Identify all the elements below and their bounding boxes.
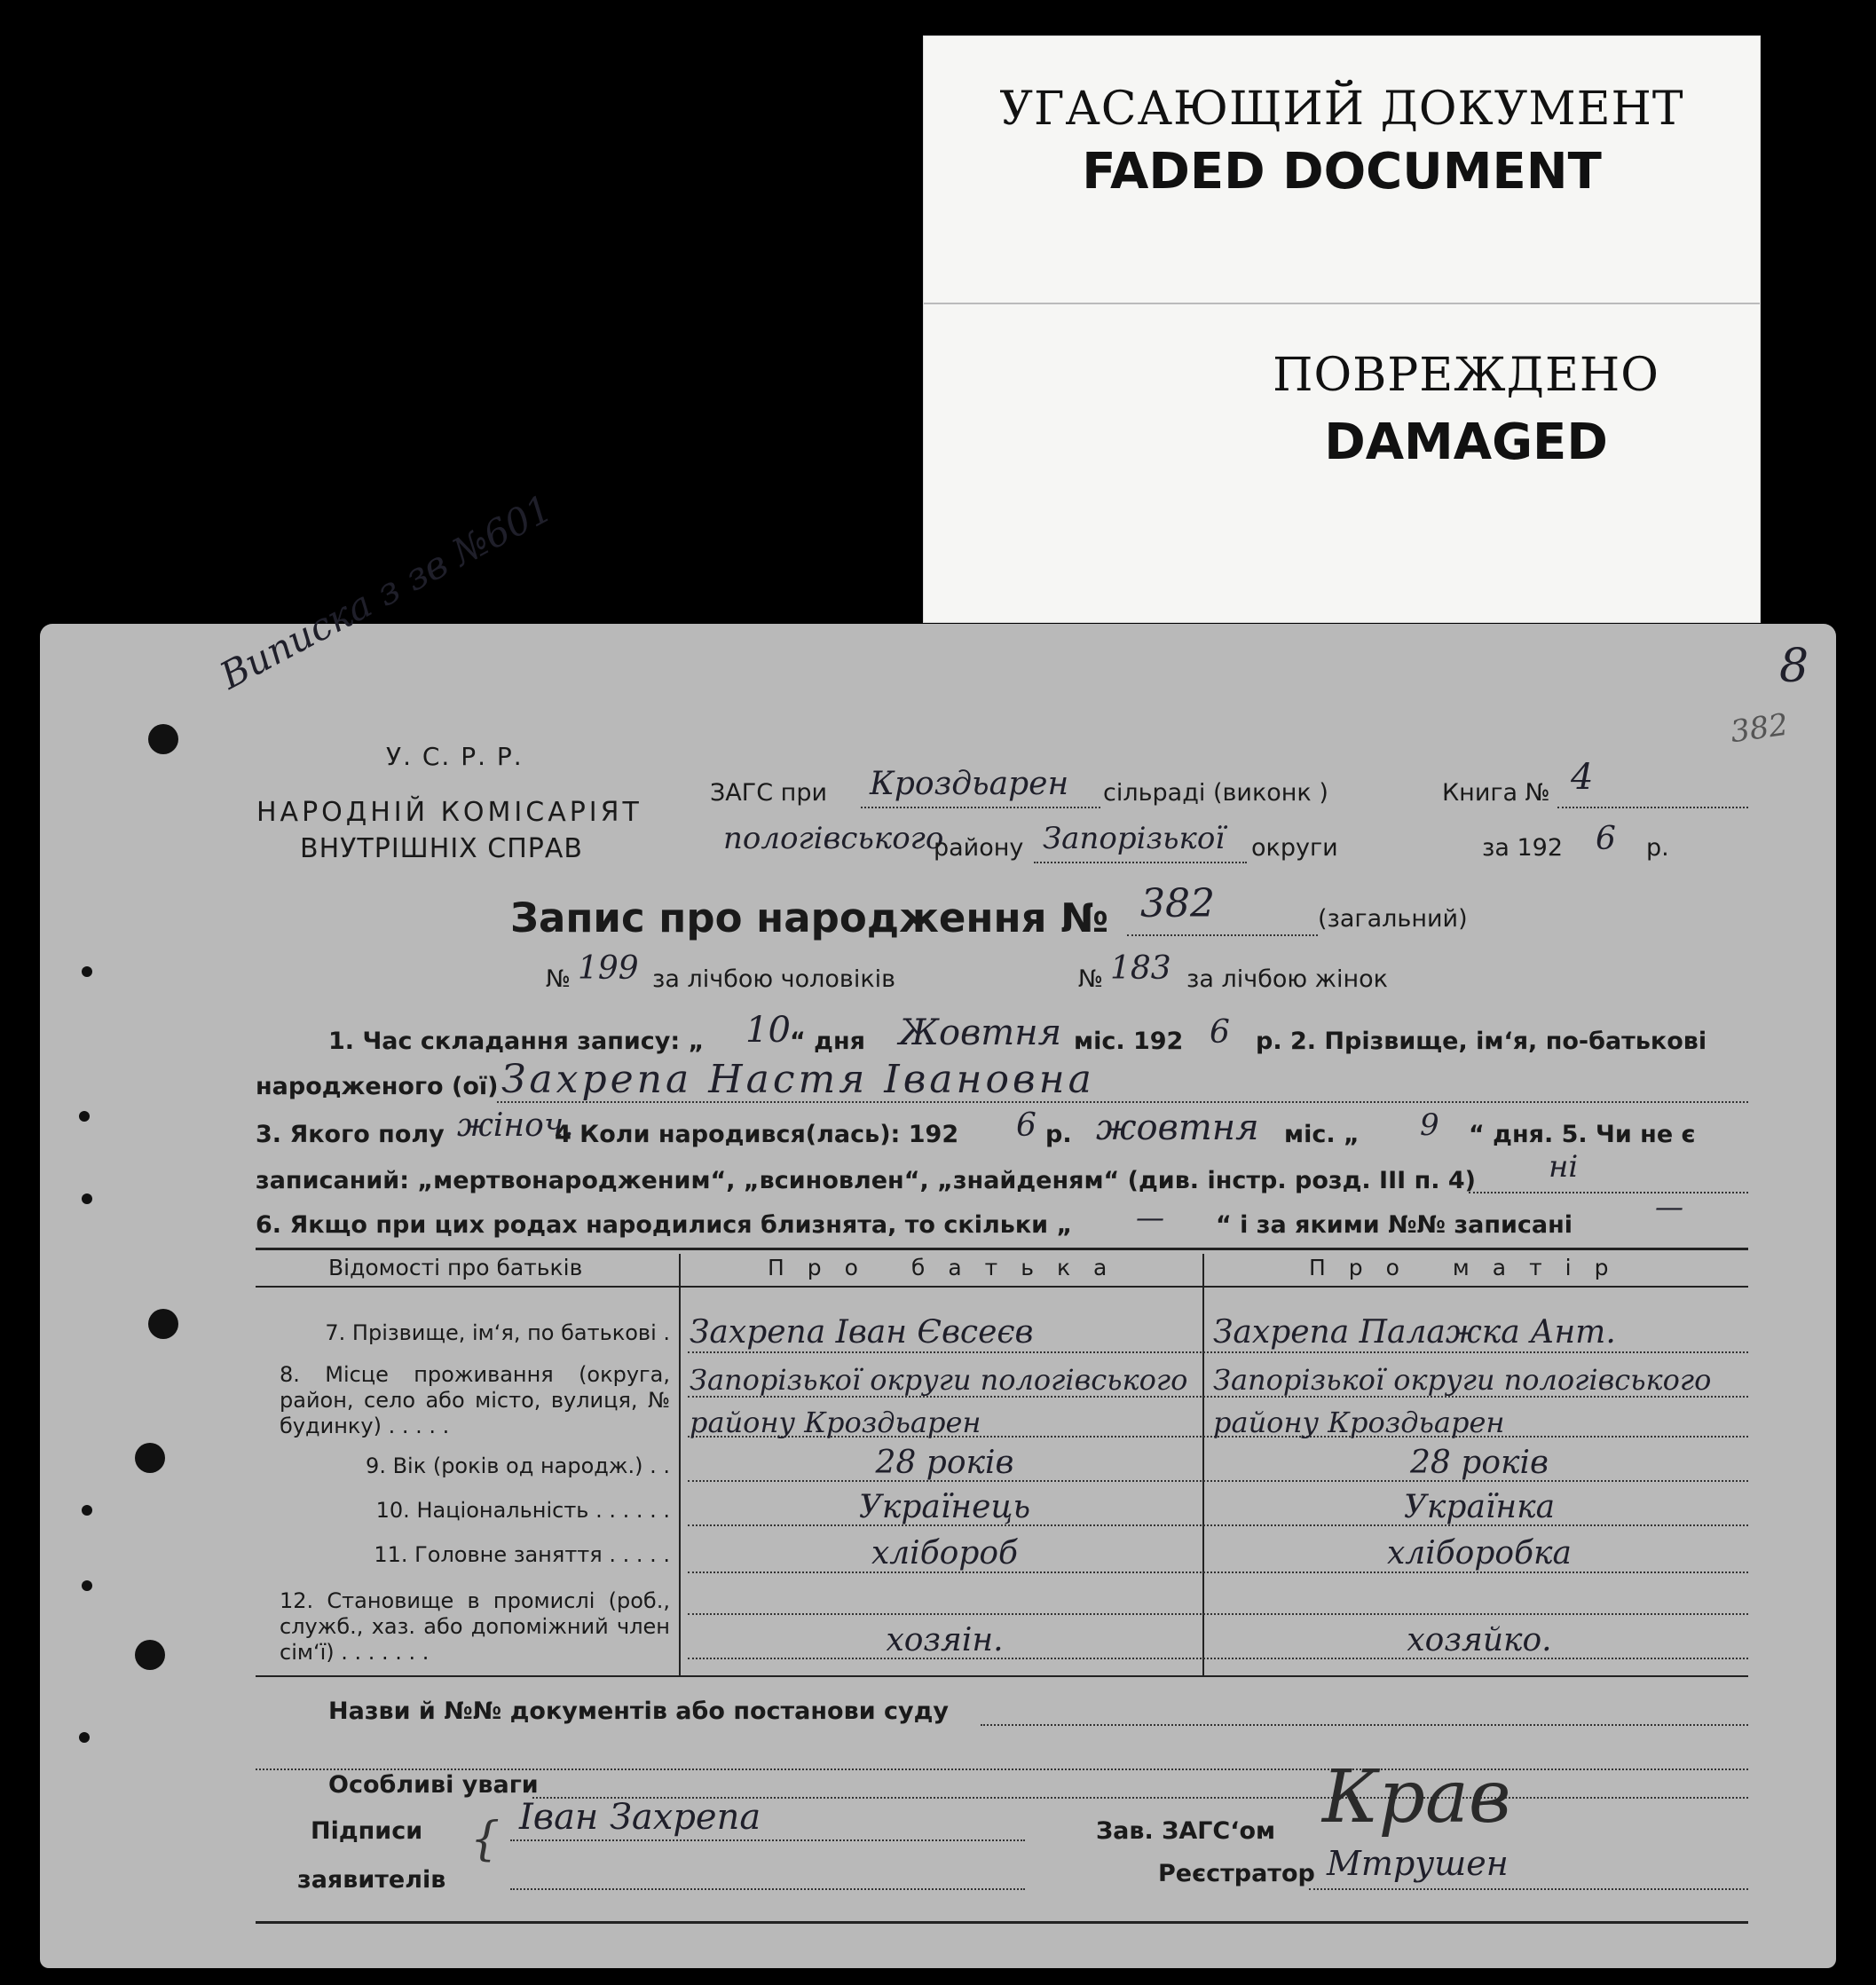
notice-faded-ru: УГАСАЮЩИЙ ДОКУМЕНТ — [999, 83, 1684, 136]
notice-damaged-ru: ПОВРЕЖДЕНО — [1273, 349, 1659, 402]
female-no-sign: № — [1078, 965, 1104, 993]
registrar-line — [1309, 1888, 1748, 1890]
mother-age: 28 років — [1410, 1445, 1549, 1481]
field1-day: 10 — [745, 1010, 791, 1051]
punch-dot — [79, 1111, 90, 1122]
corner-mark: 8 — [1779, 640, 1809, 693]
table-divider-right — [1202, 1254, 1204, 1675]
zags-suffix: сільраді (виконк ) — [1103, 779, 1328, 807]
year-digit: 6 — [1596, 821, 1616, 857]
punch-dot — [82, 1580, 92, 1591]
field4-year: 6 — [1016, 1107, 1037, 1144]
table-header-mother: Про матір — [1309, 1255, 1632, 1280]
father-nationality: Українець — [858, 1489, 1031, 1525]
extract-stamp-note: Виписка з зв №601 — [213, 485, 560, 698]
documents-label: Назви й №№ документів або постанови суду — [328, 1697, 950, 1725]
father-status: хозяін. — [886, 1622, 1004, 1658]
notice-fold-line — [924, 303, 1760, 304]
zags-prefix: ЗАГС при — [710, 779, 828, 807]
book-number-line — [1557, 807, 1748, 808]
punch-hole — [135, 1443, 165, 1473]
zags-village: Кроздьарен — [870, 766, 1069, 802]
record-number-line — [1127, 934, 1318, 936]
mother-status: хозяйко. — [1407, 1622, 1552, 1658]
female-count: 183 — [1110, 950, 1171, 987]
form-bottom-rule — [256, 1921, 1748, 1924]
okrug-label: округи — [1251, 834, 1338, 862]
remarks-label: Особливі уваги — [328, 1771, 539, 1799]
field5-line — [1469, 1192, 1748, 1193]
father-occupation: хлібороб — [871, 1535, 1019, 1571]
district-label: району — [934, 834, 1024, 862]
head-signature: Крав — [1322, 1755, 1511, 1839]
table-header-rule — [256, 1286, 1748, 1288]
male-count-label: за лічбою чоловіків — [652, 965, 896, 993]
field3-label: 3. Якого полу — [256, 1121, 445, 1148]
okrug-name: Запорізької — [1043, 821, 1226, 856]
year-suffix: р. — [1646, 834, 1669, 862]
punch-hole — [148, 724, 178, 754]
row-rule — [688, 1613, 1748, 1615]
field5-value: ні — [1549, 1149, 1579, 1185]
table-bottom-rule — [256, 1675, 1748, 1677]
field4-day: 9 — [1420, 1107, 1439, 1143]
field4-tail: “ дня. 5. Чи не є — [1469, 1121, 1696, 1148]
birth-record-form — [40, 485, 1836, 1968]
record-number: 382 — [1140, 881, 1215, 926]
record-general: (загальний) — [1318, 905, 1468, 933]
row-label-name: 7. Прізвище, ім‘я, по батькові . — [325, 1320, 670, 1345]
field4-r: р. — [1045, 1121, 1072, 1148]
district-name: пологівського — [723, 821, 944, 856]
male-no-sign: № — [546, 965, 571, 993]
field6-label: 6. Якщо при цих родах народилися близнята, то скільки „ — [256, 1211, 1073, 1239]
applicant-signature-line — [510, 1839, 1025, 1841]
field2-line — [497, 1101, 1748, 1103]
head-label: Зав. ЗАГС‘ом — [1096, 1817, 1276, 1845]
field1-day-label: “ дня — [790, 1028, 865, 1055]
mother-residence: Запорізької округи пологівського району Кроздьарен — [1213, 1363, 1712, 1439]
ussr-label: У. С. Р. Р. — [386, 742, 524, 771]
field1-label: 1. Час складання запису: „ — [328, 1028, 705, 1055]
row-label-status: 12. Становище в промислі (роб., служб., хаз. або допоміжний член сім‘ї) . . . . . . . — [280, 1588, 670, 1665]
field4-month: жовтня — [1096, 1107, 1259, 1148]
field1-tail: р. 2. Прізвище, ім‘я, по-батькові — [1256, 1028, 1707, 1055]
okrug-line — [1034, 862, 1247, 863]
mother-nationality: Українка — [1403, 1489, 1556, 1525]
field6-value: — — [1655, 1190, 1683, 1224]
table-header-father: Про батька — [768, 1255, 1131, 1280]
mother-name: Захрепа Палажка Ант. — [1213, 1314, 1616, 1351]
row-label-nationality: 10. Національність . . . . . . — [375, 1498, 670, 1523]
field6-count: — — [1136, 1201, 1164, 1234]
field4-mis: міс. „ — [1284, 1121, 1360, 1148]
punch-dot — [82, 966, 92, 977]
commissariat-line1: НАРОДНІЙ КОМІСАРІЯТ — [256, 797, 642, 828]
faded-document-notice — [923, 35, 1761, 623]
table-header-info: Відомості про батьків — [328, 1255, 583, 1280]
punch-dot — [82, 1505, 92, 1516]
field6-tail: “ і за якими №№ записані — [1216, 1211, 1573, 1239]
punch-dot — [82, 1193, 92, 1204]
field2-child-name: Захрепа Настя Івановна — [501, 1057, 1095, 1102]
row-rule — [688, 1351, 1748, 1353]
female-count-label: за лічбою жінок — [1186, 965, 1388, 993]
signatures-brace: { — [470, 1813, 501, 1866]
father-residence: Запорізької округи пологівського району Кроздьарен — [690, 1363, 1188, 1439]
documents-line — [981, 1724, 1748, 1726]
field4-label: 4 Коли народився(лась): 192 — [555, 1121, 959, 1148]
book-label: Книга № — [1442, 779, 1550, 807]
registrar-signature: Мтрушен — [1327, 1844, 1509, 1883]
registrar-label: Реєстратор — [1158, 1860, 1315, 1887]
row-label-occupation: 11. Головне заняття . . . . . — [374, 1542, 670, 1567]
zags-village-line — [861, 807, 1100, 808]
field2-label: народженого (ої) — [256, 1073, 499, 1100]
father-name: Захрепа Іван Євсеєв — [690, 1314, 1034, 1351]
field1-year: 6 — [1210, 1014, 1230, 1051]
year-prefix: за 192 — [1482, 834, 1564, 862]
father-age: 28 років — [875, 1445, 1014, 1481]
record-title: Запис про народження № — [510, 894, 1109, 941]
signatures-label-1: Підписи — [311, 1817, 423, 1845]
applicant-signature-line-2 — [510, 1888, 1025, 1890]
signatures-label-2: заявителів — [297, 1866, 446, 1894]
row-label-residence: 8. Місце проживання (округа, район, село або місто, вулиця, № будинку) . . . . . — [280, 1362, 670, 1438]
punch-hole — [135, 1640, 165, 1670]
commissariat-line2: ВНУТРІШНІХ СПРАВ — [300, 833, 583, 864]
documents-line-2 — [256, 1768, 1748, 1770]
field3-sex: жіноч. — [457, 1107, 574, 1144]
table-top-rule — [256, 1248, 1748, 1250]
applicant-signature: Іван Захрепа — [519, 1797, 761, 1838]
punch-dot — [79, 1732, 90, 1743]
table-divider-left — [679, 1254, 681, 1675]
corner-number: 382 — [1728, 706, 1791, 751]
notice-damaged-en: DAMAGED — [1324, 414, 1608, 471]
book-number: 4 — [1571, 757, 1594, 798]
punch-hole — [148, 1309, 178, 1339]
row-label-age: 9. Вік (років од народж.) . . — [366, 1453, 670, 1478]
field1-month-label: міс. 192 — [1074, 1028, 1184, 1055]
field5-label: записаний: „мертвонародженим“, „всиновлен“, „знайденям“ (див. інстр. розд. III п. 4) — [256, 1167, 1477, 1194]
row-rule — [688, 1571, 1748, 1573]
male-count: 199 — [578, 950, 639, 987]
notice-faded-en: FADED DOCUMENT — [1082, 143, 1602, 201]
mother-occupation: хліборобка — [1386, 1535, 1573, 1571]
field1-month: Жовтня — [899, 1012, 1062, 1053]
